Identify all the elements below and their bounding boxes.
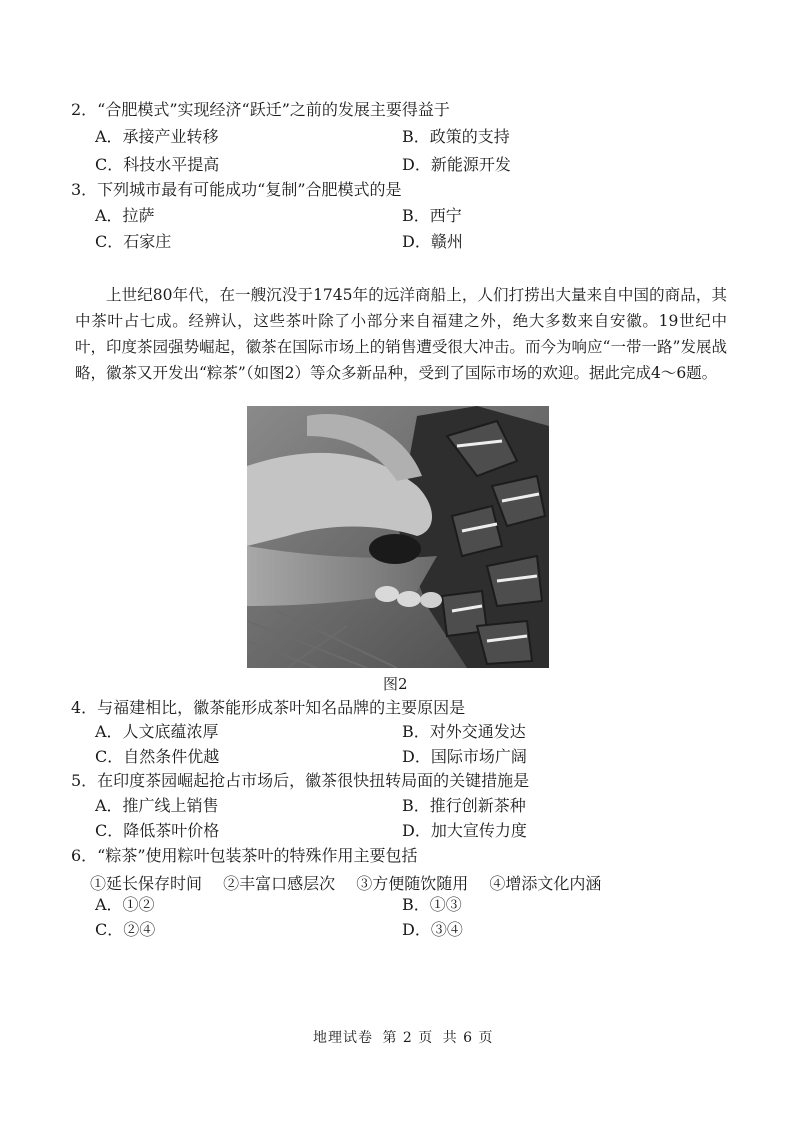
question-6-choices: [90, 871, 617, 894]
question-6-option-a: A．①②: [95, 895, 155, 914]
reading-passage: [75, 282, 727, 386]
zongzi-tea-photo: [247, 406, 549, 668]
question-2-option-d: D．新能源开发: [402, 155, 511, 174]
page-footer: [311, 1027, 496, 1047]
question-4-option-a: A．人文底蕴浓厚: [95, 722, 219, 741]
question-4-option-c: C．自然条件优越: [95, 747, 220, 766]
question-4-option-d: D．国际市场广阔: [402, 747, 527, 766]
question-6-option-b: B．①③: [402, 895, 462, 914]
question-6-stem: 6．“粽茶”使用粽叶包装茶叶的特殊作用主要包括: [71, 846, 418, 865]
question-3-stem: 3．下列城市最有可能成功“复制”合肥模式的是: [71, 180, 402, 199]
question-3-option-b: B．西宁: [402, 206, 462, 225]
question-6-option-d: D．③④: [402, 920, 463, 939]
question-3-option-a: A．拉萨: [95, 206, 155, 225]
footer-page: 第 2 页: [382, 1030, 434, 1046]
question-3-option-d: D．赣州: [402, 232, 463, 251]
question-5-stem: 5．在印度茶园崛起抢占市场后，徽茶很快扭转局面的关键措施是: [71, 771, 530, 790]
footer-total: 共 6 页: [442, 1030, 494, 1046]
question-5-option-a: A．推广线上销售: [95, 796, 219, 815]
question-4-option-b: B．对外交通发达: [402, 722, 526, 741]
question-5-option-d: D．加大宣传力度: [402, 821, 527, 840]
choice-4: ④增添文化内涵: [489, 874, 602, 893]
footer-subject: 地理试卷: [313, 1030, 373, 1046]
question-6-option-c: C．②④: [95, 920, 156, 939]
question-2-option-b: B．政策的支持: [402, 127, 510, 146]
choice-1: ①延长保存时间: [90, 874, 203, 893]
question-5-option-b: B．推行创新茶种: [402, 796, 526, 815]
question-2-option-c: C．科技水平提高: [95, 155, 220, 174]
question-4-stem: 4．与福建相比，徽茶能形成茶叶知名品牌的主要原因是: [71, 698, 466, 717]
question-3-option-c: C．石家庄: [95, 232, 172, 251]
question-2-option-a: A．承接产业转移: [95, 127, 219, 146]
question-2-stem: 2．“合肥模式”实现经济“跃迁”之前的发展主要得益于: [71, 100, 450, 119]
question-5-option-c: C．降低茶叶价格: [95, 821, 220, 840]
figure-2-caption: 图2: [383, 675, 408, 693]
choice-2: ②丰富口感层次: [223, 874, 336, 893]
choice-3: ③方便随饮随用: [356, 874, 469, 893]
passage-text: 上世纪80年代，在一艘沉没于1745年的远洋商船上，人们打捞出大量来自中国的商品，其中茶叶占七成。经辨认，这些茶叶除了小部分来自福建之外，绝大多数来自安徽。19世纪中叶，印度茶园强势崛起，徽茶在国际市场上的销售遭受很大冲击。而今为响应“一带一路”发展战略，徽茶又开发出“粽茶”（如图2）等众多新品种，受到了国际市场的欢迎。据此完成4～6题。: [75, 286, 727, 382]
figure-2-photo: [247, 406, 549, 668]
